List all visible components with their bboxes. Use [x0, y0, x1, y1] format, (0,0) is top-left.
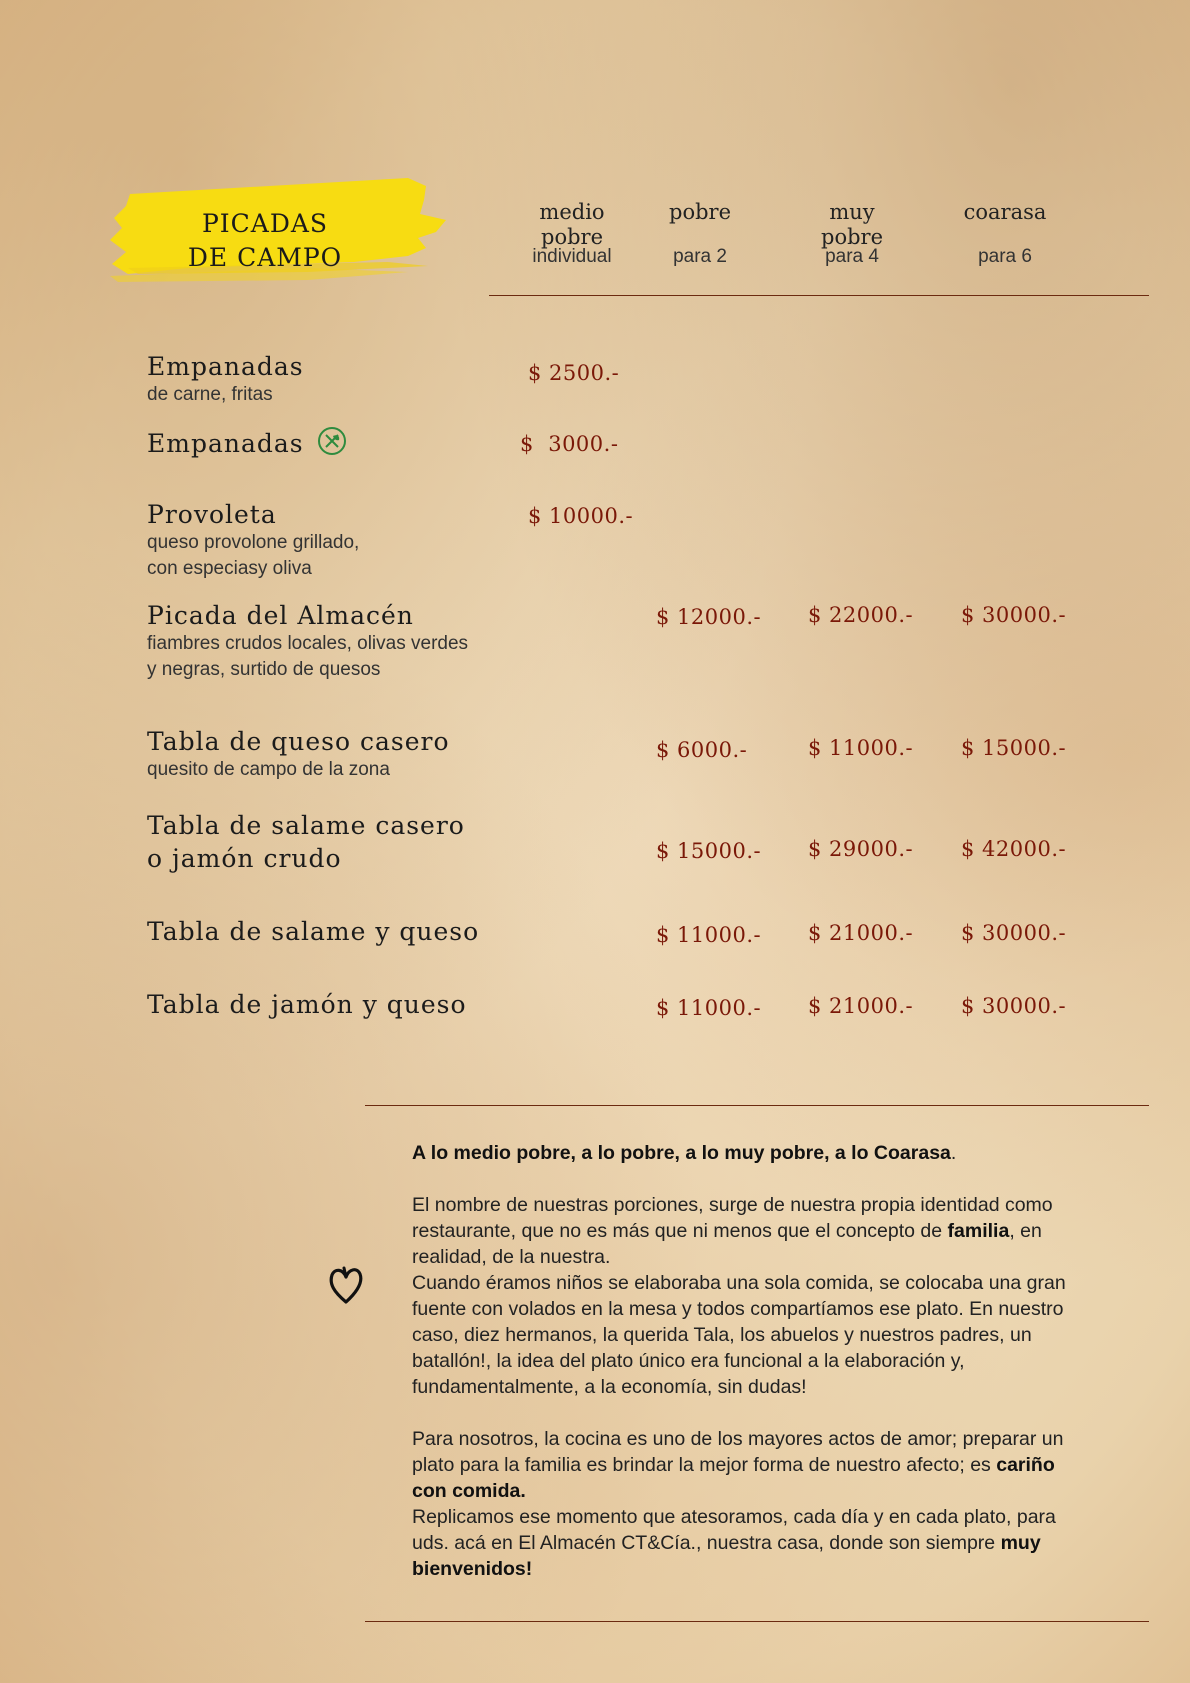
price-coarasa: $ 42000.- [961, 837, 1067, 861]
column-header-pobre [635, 200, 765, 268]
price-muy-pobre: $ 22000.- [808, 603, 914, 627]
story-bold-text: muy bienvenidos! [412, 1532, 1041, 1580]
price-muy-pobre: $ 21000.- [808, 921, 914, 945]
story-heading [412, 1140, 1072, 1166]
item-name-line-1: Tabla de salame casero [147, 811, 465, 840]
story-bold-text: cariño con comida. [412, 1454, 1055, 1502]
story-text: Replicamos ese momento que atesoramos, cada día y en cada plato, para uds. acá en El Almacén CT&Cía., nuestra casa, donde son siempre [412, 1506, 1056, 1554]
item-name: Picada del Almacén [147, 601, 414, 630]
column-name: coarasa [963, 200, 1047, 224]
story-paragraph-3 [412, 1426, 1072, 1504]
story-paragraph-2: Cuando éramos niños se elaboraba una sola comida, se colocaba una gran fuente con volados en la mesa y todos compartíamos ese plato. En nuestro caso, diez hermanos, la querida Tala, los abuelos y nuestros padres, un batallón!, la idea del plato único era funcional a la elaboración y, fundamentalmente, a la economía, sin dudas! [412, 1272, 1066, 1398]
item-name: Empanadas [147, 352, 304, 381]
column-header-muy-pobre [787, 200, 917, 268]
price-pobre: $ 6000.- [656, 738, 748, 762]
column-name: muy pobre [821, 200, 883, 249]
price-coarasa: $ 15000.- [961, 736, 1067, 760]
price-medio-pobre: $ 10000.- [528, 504, 634, 528]
item-description: quesito de campo de la zona [147, 759, 390, 780]
price-muy-pobre: $ 29000.- [808, 837, 914, 861]
story-paragraph-4 [412, 1504, 1072, 1582]
column-name: pobre [669, 200, 731, 224]
column-name: medio pobre [539, 200, 605, 249]
column-portion: para 6 [978, 246, 1032, 267]
price-pobre: $ 11000.- [656, 996, 762, 1020]
item-description: de carne, fritas [147, 384, 273, 405]
story-top-divider [365, 1105, 1149, 1106]
header-divider [489, 295, 1149, 296]
price-medio-pobre: $ 2500.- [528, 361, 620, 385]
section-title [160, 207, 370, 275]
title-line-1: PICADAS [201, 209, 329, 238]
story-paragraph-1 [412, 1192, 1072, 1270]
column-portion: para 4 [825, 246, 879, 267]
heart-icon [326, 1264, 366, 1308]
item-name-text: Empanadas [147, 429, 304, 458]
column-header-medio-pobre [507, 200, 637, 268]
price-muy-pobre: $ 21000.- [808, 994, 914, 1018]
vegetarian-icon [317, 426, 347, 456]
price-muy-pobre: $ 11000.- [808, 736, 914, 760]
column-portion: individual [532, 246, 612, 267]
item-description-line-2: con especiasy oliva [147, 558, 312, 579]
story-text: , en realidad, de la nuestra. [412, 1220, 1042, 1268]
column-portion: para 2 [673, 246, 727, 267]
item-name: Tabla de salame y queso [147, 917, 480, 946]
item-description-line-1: fiambres crudos locales, olivas verdes [147, 633, 469, 654]
story-heading-end: . [950, 1142, 957, 1164]
column-header-coarasa [940, 200, 1070, 268]
price-coarasa: $ 30000.- [961, 994, 1067, 1018]
title-line-2: DE CAMPO [187, 243, 343, 272]
item-name-line-2: o jamón crudo [147, 844, 342, 873]
item-name: Tabla de queso casero [147, 727, 450, 756]
story-bottom-divider [365, 1621, 1149, 1622]
price-pobre: $ 11000.- [656, 923, 762, 947]
price-pobre: $ 15000.- [656, 839, 762, 863]
price-coarasa: $ 30000.- [961, 603, 1067, 627]
price-coarasa: $ 30000.- [961, 921, 1067, 945]
story-text: Para nosotros, la cocina es uno de los mayores actos de amor; preparar un plato para la familia es brindar la mejor forma de nuestro afecto; es [412, 1428, 1064, 1476]
price-pobre: $ 12000.- [656, 605, 762, 629]
item-name-veg [147, 426, 347, 460]
story-bold-text: familia [947, 1220, 1010, 1242]
price-medio-pobre: $ 3000.- [520, 432, 619, 456]
story-heading-text: A lo medio pobre, a lo pobre, a lo muy pobre, a lo Coarasa [412, 1142, 951, 1164]
story-text: El nombre de nuestras porciones, surge de nuestra propia identidad como restaurante, que no es más que ni menos que el concepto de [412, 1194, 1053, 1242]
item-name: Provoleta [147, 500, 277, 529]
item-description-line-2: y negras, surtido de quesos [147, 659, 381, 680]
item-name: Tabla de jamón y queso [147, 990, 467, 1019]
item-description-line-1: queso provolone grillado, [147, 532, 360, 553]
